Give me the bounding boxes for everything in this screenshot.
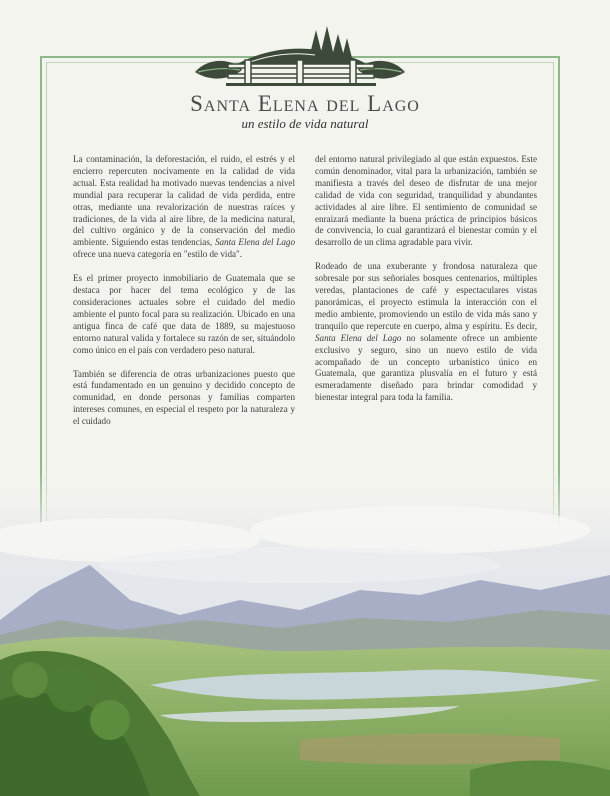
left-paragraph-1 (73, 154, 295, 261)
left-paragraph-1-brand: Santa Elena del Lago (214, 237, 296, 248)
right-paragraph-2-text-a: Rodeado de una exuberante y frondosa naturaleza que sobresale por sus señoriales bosques centenarios, múltiples veredas, plantaciones de café y espectaculares vistas panorámicas, el proyecto estimula la interacción con el medio ambiente, promoviendo un estilo de vida más sano y tranquilo que repercute en cuerpo, alma y espíritu. Es decir, (315, 261, 537, 331)
right-paragraph-2-brand: Santa Elena del Lago (315, 332, 402, 343)
brand-logo-icon (190, 20, 410, 90)
brand-subtitle: un estilo de vida natural (241, 116, 369, 131)
text-column-left (73, 154, 295, 440)
text-column-right (315, 154, 537, 416)
right-paragraph-2-text-b: no solamente ofrece un ambiente exclusivo y seguro, sino un nuevo estilo de vida acompañado de un concepto urbanístico único en Guatemala, que garantiza plusvalía en el futuro y está esmeradamente diseñado para brindar comodidad y bienestar integral para toda la familia. (315, 332, 537, 403)
right-paragraph-1: del entorno natural privilegiado al que están expuestos. Este común denominador, vital para la urbanización, también se manifiesta a través del deseo de disfrutar de una mejor calidad de vida con seguridad, tranquilidad y abundantes actividades al aire libre. El sentimiento de comunidad se enraizará mediante la buena práctica de principios básicos de convivencia, lo cual garantizará el bienestar común y el desarrollo de un clima agradable para vivir. (315, 154, 537, 248)
left-paragraph-1-text-a: La contaminación, la deforestación, el ruido, el estrés y el encierro repercuten nocivamente en la calidad de vida actual. Esta realidad ha motivado nuevas tendencias a nivel mundial para recuperar la calidad de vida perdida, entre otras, mediante una revalorización de nuestras raíces y tradiciones, de la vida al aire libre, de la medicina natural, del cultivo orgánico y de la conservación del medio ambiente. Siguiendo estas tendencias, (73, 154, 295, 248)
right-paragraph-2 (315, 261, 537, 404)
left-paragraph-3: También se diferencia de otras urbanizaciones puesto que está fundamentado en un genuino y decidido concepto de comunidad, en donde personas y familias comparten intereses comunes, en especial el respeto por la naturaleza y el cuidado (73, 368, 295, 427)
landscape-illustration (0, 470, 610, 796)
left-paragraph-2: Es el primer proyecto inmobiliario de Guatemala que se destaca por hacer del tema ecológico y de las consideraciones actuales sobre el cuidado del medio ambiente el punto focal para su realización. Ubicado en una antigua finca de café que data de 1889, su majestuoso entorno natural valida y fortalece su razón de ser, situándolo como único en el país con verdadero peso natural. (73, 273, 295, 355)
left-paragraph-1-text-b: ofrece una nueva categoría en "estilo de vida". (73, 249, 243, 260)
brand-title: Santa Elena del Lago (190, 91, 420, 116)
